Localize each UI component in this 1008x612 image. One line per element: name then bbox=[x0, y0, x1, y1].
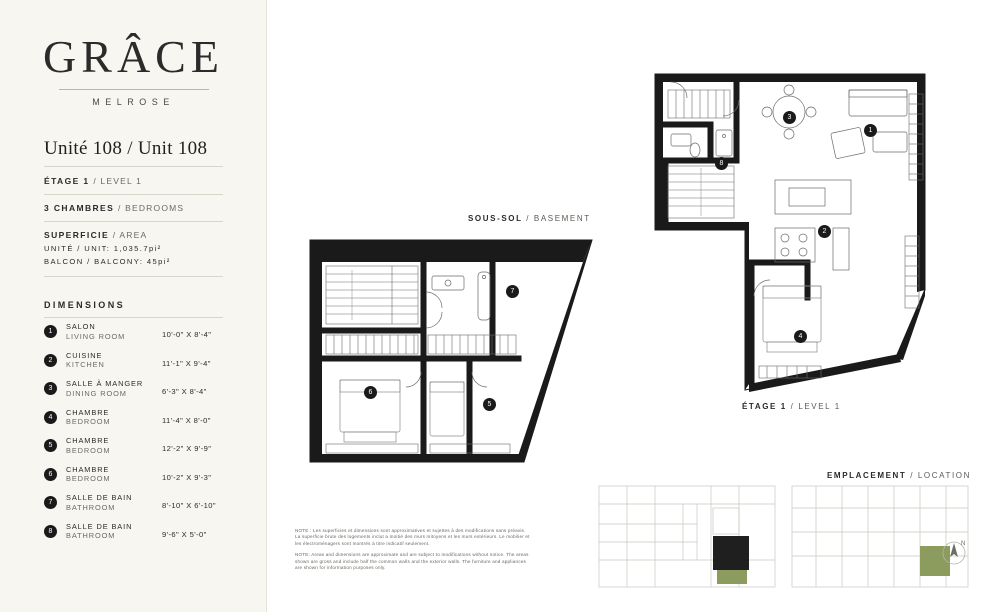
dimension-size: 10'-2" X 9'-3" bbox=[162, 472, 212, 482]
dimension-label-fr: CHAMBRE bbox=[66, 464, 110, 474]
dimension-size: 6'-3" X 8'-4" bbox=[162, 387, 207, 396]
level1-plan-label-en: / LEVEL 1 bbox=[790, 402, 841, 411]
unit-level-en: / LEVEL 1 bbox=[93, 176, 143, 186]
dimension-label-en: BATHROOM bbox=[66, 531, 116, 541]
dimension-label-fr: SALLE DE BAIN bbox=[66, 521, 133, 531]
list-item bbox=[44, 522, 244, 551]
dimension-label-fr: SALLE DE BAIN bbox=[66, 493, 133, 502]
room-key-6: 6 bbox=[364, 386, 377, 399]
dimension-number: 3 bbox=[44, 382, 57, 395]
brand-subtitle: MELROSE bbox=[92, 97, 175, 107]
dimensions-list bbox=[44, 322, 244, 550]
location-label bbox=[827, 471, 971, 480]
dimension-size: 12'-2" X 9'-9" bbox=[162, 444, 212, 453]
room-key-3: 3 bbox=[783, 111, 796, 124]
divider-5 bbox=[44, 317, 223, 318]
dimension-size: 11'-1" X 9'-4" bbox=[162, 358, 211, 368]
basement-plan-label-fr: SOUS-SOL bbox=[468, 214, 523, 223]
basement-plan-label bbox=[468, 214, 591, 223]
room-key-5: 5 bbox=[483, 398, 496, 411]
dimension-label-fr: CUISINE bbox=[66, 350, 103, 360]
dimension-number: 6 bbox=[44, 468, 57, 481]
level1-plan-label bbox=[742, 402, 841, 411]
unit-area-heading bbox=[44, 230, 147, 240]
dimension-label-fr: SALLE À MANGER bbox=[66, 379, 144, 388]
dimension-label bbox=[66, 522, 132, 541]
plan-area bbox=[267, 0, 1008, 612]
basement-plan-label-en: / BASEMENT bbox=[526, 214, 591, 223]
location-label-en: / LOCATION bbox=[910, 471, 971, 480]
list-item bbox=[44, 322, 244, 351]
compass-north-label: N bbox=[961, 541, 966, 547]
dimension-size: 8'-10" X 6'-10" bbox=[162, 501, 216, 510]
list-item bbox=[44, 379, 244, 408]
dimension-number: 5 bbox=[44, 439, 57, 452]
list-item bbox=[44, 465, 244, 494]
compass-icon bbox=[937, 536, 971, 570]
dimension-size: 10'-0" X 8'-4" bbox=[162, 330, 212, 339]
divider-3 bbox=[44, 221, 223, 222]
dimensions-heading: DIMENSIONS bbox=[44, 300, 126, 310]
logo-divider bbox=[59, 89, 209, 90]
page-title: Unité 108 / Unit 108 bbox=[44, 138, 208, 159]
dimension-label bbox=[66, 322, 125, 341]
list-item bbox=[44, 436, 244, 465]
brand-logo bbox=[0, 31, 267, 107]
dimension-label-en: BATHROOM bbox=[66, 502, 116, 512]
dimension-size: 11'-4" X 8'-0" bbox=[162, 415, 211, 425]
room-key-1: 1 bbox=[864, 124, 877, 137]
dimension-label-en: LIVING ROOM bbox=[66, 331, 126, 341]
location-keyplan-left bbox=[597, 484, 777, 589]
room-key-2: 2 bbox=[818, 225, 831, 238]
dimension-label-fr: SALON bbox=[66, 322, 96, 331]
dimension-label-en: DINING ROOM bbox=[66, 388, 127, 398]
dimension-label bbox=[66, 408, 111, 427]
legal-note-fr: NOTE : Les superficies et dimensions sont approximatives et sujettes à des modifications sans préavis. La superficie brute des logements inclut a moitié des murs mitoyens et les murs extérieurs. Le mobilier et les électroménagers sont montrés à titre indicatif seulement. bbox=[295, 528, 530, 546]
room-key-7: 7 bbox=[506, 285, 519, 298]
unit-level bbox=[44, 176, 142, 186]
dimension-number: 8 bbox=[44, 525, 57, 538]
dimension-label-en: BEDROOM bbox=[66, 474, 111, 484]
legal-note-en: NOTE: Areas and dimensions are approximate and are subject to modifications without notice. The areas shown are gross and include half the common walls and the exterior walls. The furniture and appliances are shown for information purposes only. bbox=[295, 552, 529, 571]
legal-note bbox=[295, 528, 530, 576]
list-item bbox=[44, 351, 244, 380]
dimension-label bbox=[66, 493, 132, 512]
dimension-label bbox=[66, 436, 111, 455]
dimension-label bbox=[66, 379, 143, 398]
dimension-label-en: BEDROOM bbox=[66, 417, 111, 427]
room-key-4: 4 bbox=[794, 330, 807, 343]
level1-plan-label-fr: ÉTAGE 1 bbox=[742, 402, 787, 411]
dimension-number: 1 bbox=[44, 325, 57, 338]
dimension-label-en: BEDROOM bbox=[66, 445, 111, 455]
unit-bedrooms bbox=[44, 203, 184, 213]
list-item bbox=[44, 408, 244, 437]
unit-bedrooms-en: / BEDROOMS bbox=[117, 203, 185, 213]
dimension-size: 9'-6" X 5'-0" bbox=[162, 529, 207, 539]
dimension-number: 7 bbox=[44, 496, 57, 509]
divider-1 bbox=[44, 166, 223, 167]
unit-area-en: / AREA bbox=[112, 230, 148, 240]
location-label-fr: EMPLACEMENT bbox=[827, 471, 907, 480]
basement-floorplan bbox=[292, 232, 622, 472]
dimension-label-en: KITCHEN bbox=[66, 360, 105, 370]
dimension-label-fr: CHAMBRE bbox=[66, 407, 110, 417]
dimension-label bbox=[66, 351, 105, 370]
divider-2 bbox=[44, 194, 223, 195]
unit-area-fr: SUPERFICIE bbox=[44, 230, 110, 240]
unit-bedrooms-fr: 3 CHAMBRES bbox=[44, 203, 115, 213]
dimension-number: 2 bbox=[44, 354, 57, 367]
unit-level-fr: ÉTAGE 1 bbox=[44, 176, 90, 186]
dimension-label bbox=[66, 465, 111, 484]
room-key-8: 8 bbox=[715, 157, 728, 170]
unit-area-value: UNITÉ / UNIT: 1,035.7pi² bbox=[44, 244, 162, 253]
dimension-label-fr: CHAMBRE bbox=[66, 436, 110, 445]
divider-4 bbox=[44, 276, 223, 277]
list-item bbox=[44, 493, 244, 522]
dimension-number: 4 bbox=[44, 411, 57, 424]
balcony-area-value: BALCON / BALCONY: 45pi² bbox=[44, 257, 171, 266]
sidebar bbox=[0, 0, 267, 612]
brand-name: GRÂCE bbox=[43, 31, 224, 82]
